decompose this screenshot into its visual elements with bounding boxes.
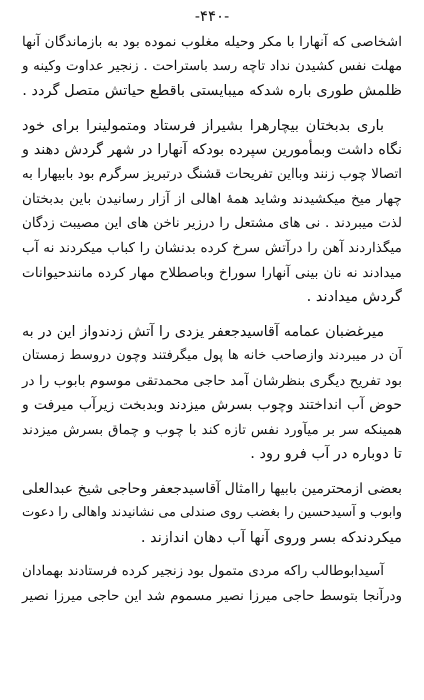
text-line: باری بدبختان بیچارهرا بشیراز فرستاد ومتمولینرا برای خود (22, 116, 384, 134)
paragraph-4 (22, 477, 402, 551)
text-line: نگاه داشت وبمأمورین سپرده بودکه آنهارا در شهر گردش دهند و (22, 142, 402, 158)
text-line: تا دوباره در آب فرو رود . (250, 445, 402, 462)
paragraph-5 (22, 560, 402, 609)
text-line: ظلمش طوری باره شدکه میبایستی باقطع حیاتش متصل گردد . (22, 82, 402, 99)
text-line: آن در میبردند وازصاحب خانه ها پول میگرفتند وچون دروسط زمستان (22, 348, 402, 363)
text-line: مهلت نفس کشیدن نداد تاچه رسد باستراحت . زنجیر عداوت وکینه و (22, 58, 402, 74)
text-line: میرغضبان عمامه آقاسیدجعفر یزدی را آتش زدندواز این در به (22, 323, 384, 340)
paragraph-3 (22, 320, 402, 467)
text-line: گردش میدادند . (306, 288, 402, 305)
text-line: میکردندکه بسر وروی آنها آب دهان اندازند . (140, 528, 402, 546)
text-line: حوض آب انداختند وچوب بسرش میزدند وبدبخت زیرآب میرفت و (22, 397, 402, 413)
text-line: میدادند نه نان بینی آنهارا سوراخ وباصطلاح مهار کرده مانندحیوانات (22, 264, 402, 281)
text-line: لذت میبردند . نی های مشتعل را درزیر ناخن های این مصیبت زدگان (22, 215, 402, 231)
text-line: بود تفریح دیگری بنظرشان آمد حاجی محمدتقی موسوم بابوب را در (21, 372, 402, 389)
paragraph-2 (22, 114, 402, 310)
text-line: چهار میخ میکشیدند وشاید همهٔ اهالی از آزار رسانیدن باین بدبختان (22, 191, 402, 207)
text-line: اتصالا چوب زنند وبااین تفریحات قشنگ درتبریز سرگرم بود بابیهارا به (22, 166, 402, 182)
text-line: آسیدابوطالب راکه مردی متمول بود زنجیر کرده فرستادند بهمادان (22, 564, 384, 579)
page-number: -۴۴۰- (194, 7, 230, 25)
text-line: ودرآنجا بتوسط حاجی میرزا نصیر مسموم شد این حاجی میرزا نصیر (22, 588, 402, 604)
text-line: بعضی ازمحترمین بابیها راامثال آقاسیدجعفر وحاجی شیخ عبدالعلی (22, 480, 402, 497)
paragraph-1 (22, 30, 402, 104)
text-line: اشخاصی که آنهارا با مکر وحیله مغلوب نموده بود به بازماندگان آنها (22, 34, 402, 50)
text-line: میگذاردند آهن را درآتش سرخ کرده بدنشان را کباب میکردند نه آب (22, 240, 402, 256)
text-line: وابوب و آسیدحسین را بغضب روی صندلی می نشانیدند واهالی را دعوت (22, 505, 402, 520)
text-line: همینکه سر بر میآورد نفس تازه کند با چوب و چماق بسرش میزدند (22, 421, 402, 438)
